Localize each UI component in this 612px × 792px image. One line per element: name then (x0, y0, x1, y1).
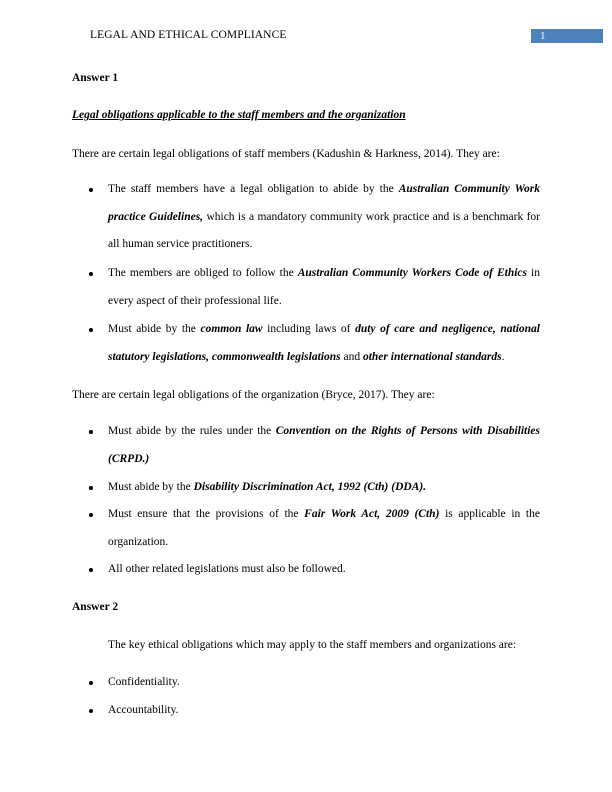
bullet-icon (89, 486, 93, 490)
page-number-badge: 1 (531, 29, 603, 43)
bullet-icon (89, 430, 93, 434)
bullet-icon (89, 709, 93, 713)
answer1-subheading: Legal obligations applicable to the staff members and the organization (72, 109, 406, 121)
running-header-title: LEGAL AND ETHICAL COMPLIANCE (90, 29, 287, 41)
bullet-icon (89, 681, 93, 685)
list-item-text: Must abide by the common law including laws of duty of care and negligence, national statutory legislations, commonwealth legislations and other international standards. (108, 323, 540, 363)
list-item-text: Must ensure that the provisions of the Fair Work Act, 2009 (Cth) is applicable in the organization. (108, 508, 540, 548)
list-item-text: Must abide by the rules under the Convention on the Rights of Persons with Disabilities (CRPD.) (108, 425, 540, 465)
list-item-text: Accountability. (108, 704, 179, 716)
bullet-icon (89, 328, 93, 332)
bullet-icon (89, 188, 93, 192)
answer1-heading: Answer 1 (72, 72, 119, 84)
list-item-text: The staff members have a legal obligation to abide by the Australian Community Work practice Guidelines, which is a mandatory community work practice and is a benchmark for all human service practitioners. (108, 183, 541, 250)
org-intro-paragraph: There are certain legal obligations of the organization (Bryce, 2017). They are: (72, 389, 435, 401)
answer2-heading: Answer 2 (72, 601, 119, 613)
bullet-icon (89, 513, 93, 517)
bullet-icon (89, 272, 93, 276)
staff-intro-paragraph: There are certain legal obligations of staff members (Kadushin & Harkness, 2014). They are: (72, 148, 500, 160)
list-item-text: All other related legislations must also be followed. (108, 563, 346, 575)
bullet-icon (89, 568, 93, 572)
list-item-text: Must abide by the Disability Discrimination Act, 1992 (Cth) (DDA). (108, 481, 427, 493)
list-item-text: Confidentiality. (108, 676, 180, 688)
list-item-text: The members are obliged to follow the Australian Community Workers Code of Ethics in every aspect of their professional life. (108, 267, 540, 307)
answer2-intro-paragraph: The key ethical obligations which may apply to the staff members and organizations are: (108, 639, 517, 651)
